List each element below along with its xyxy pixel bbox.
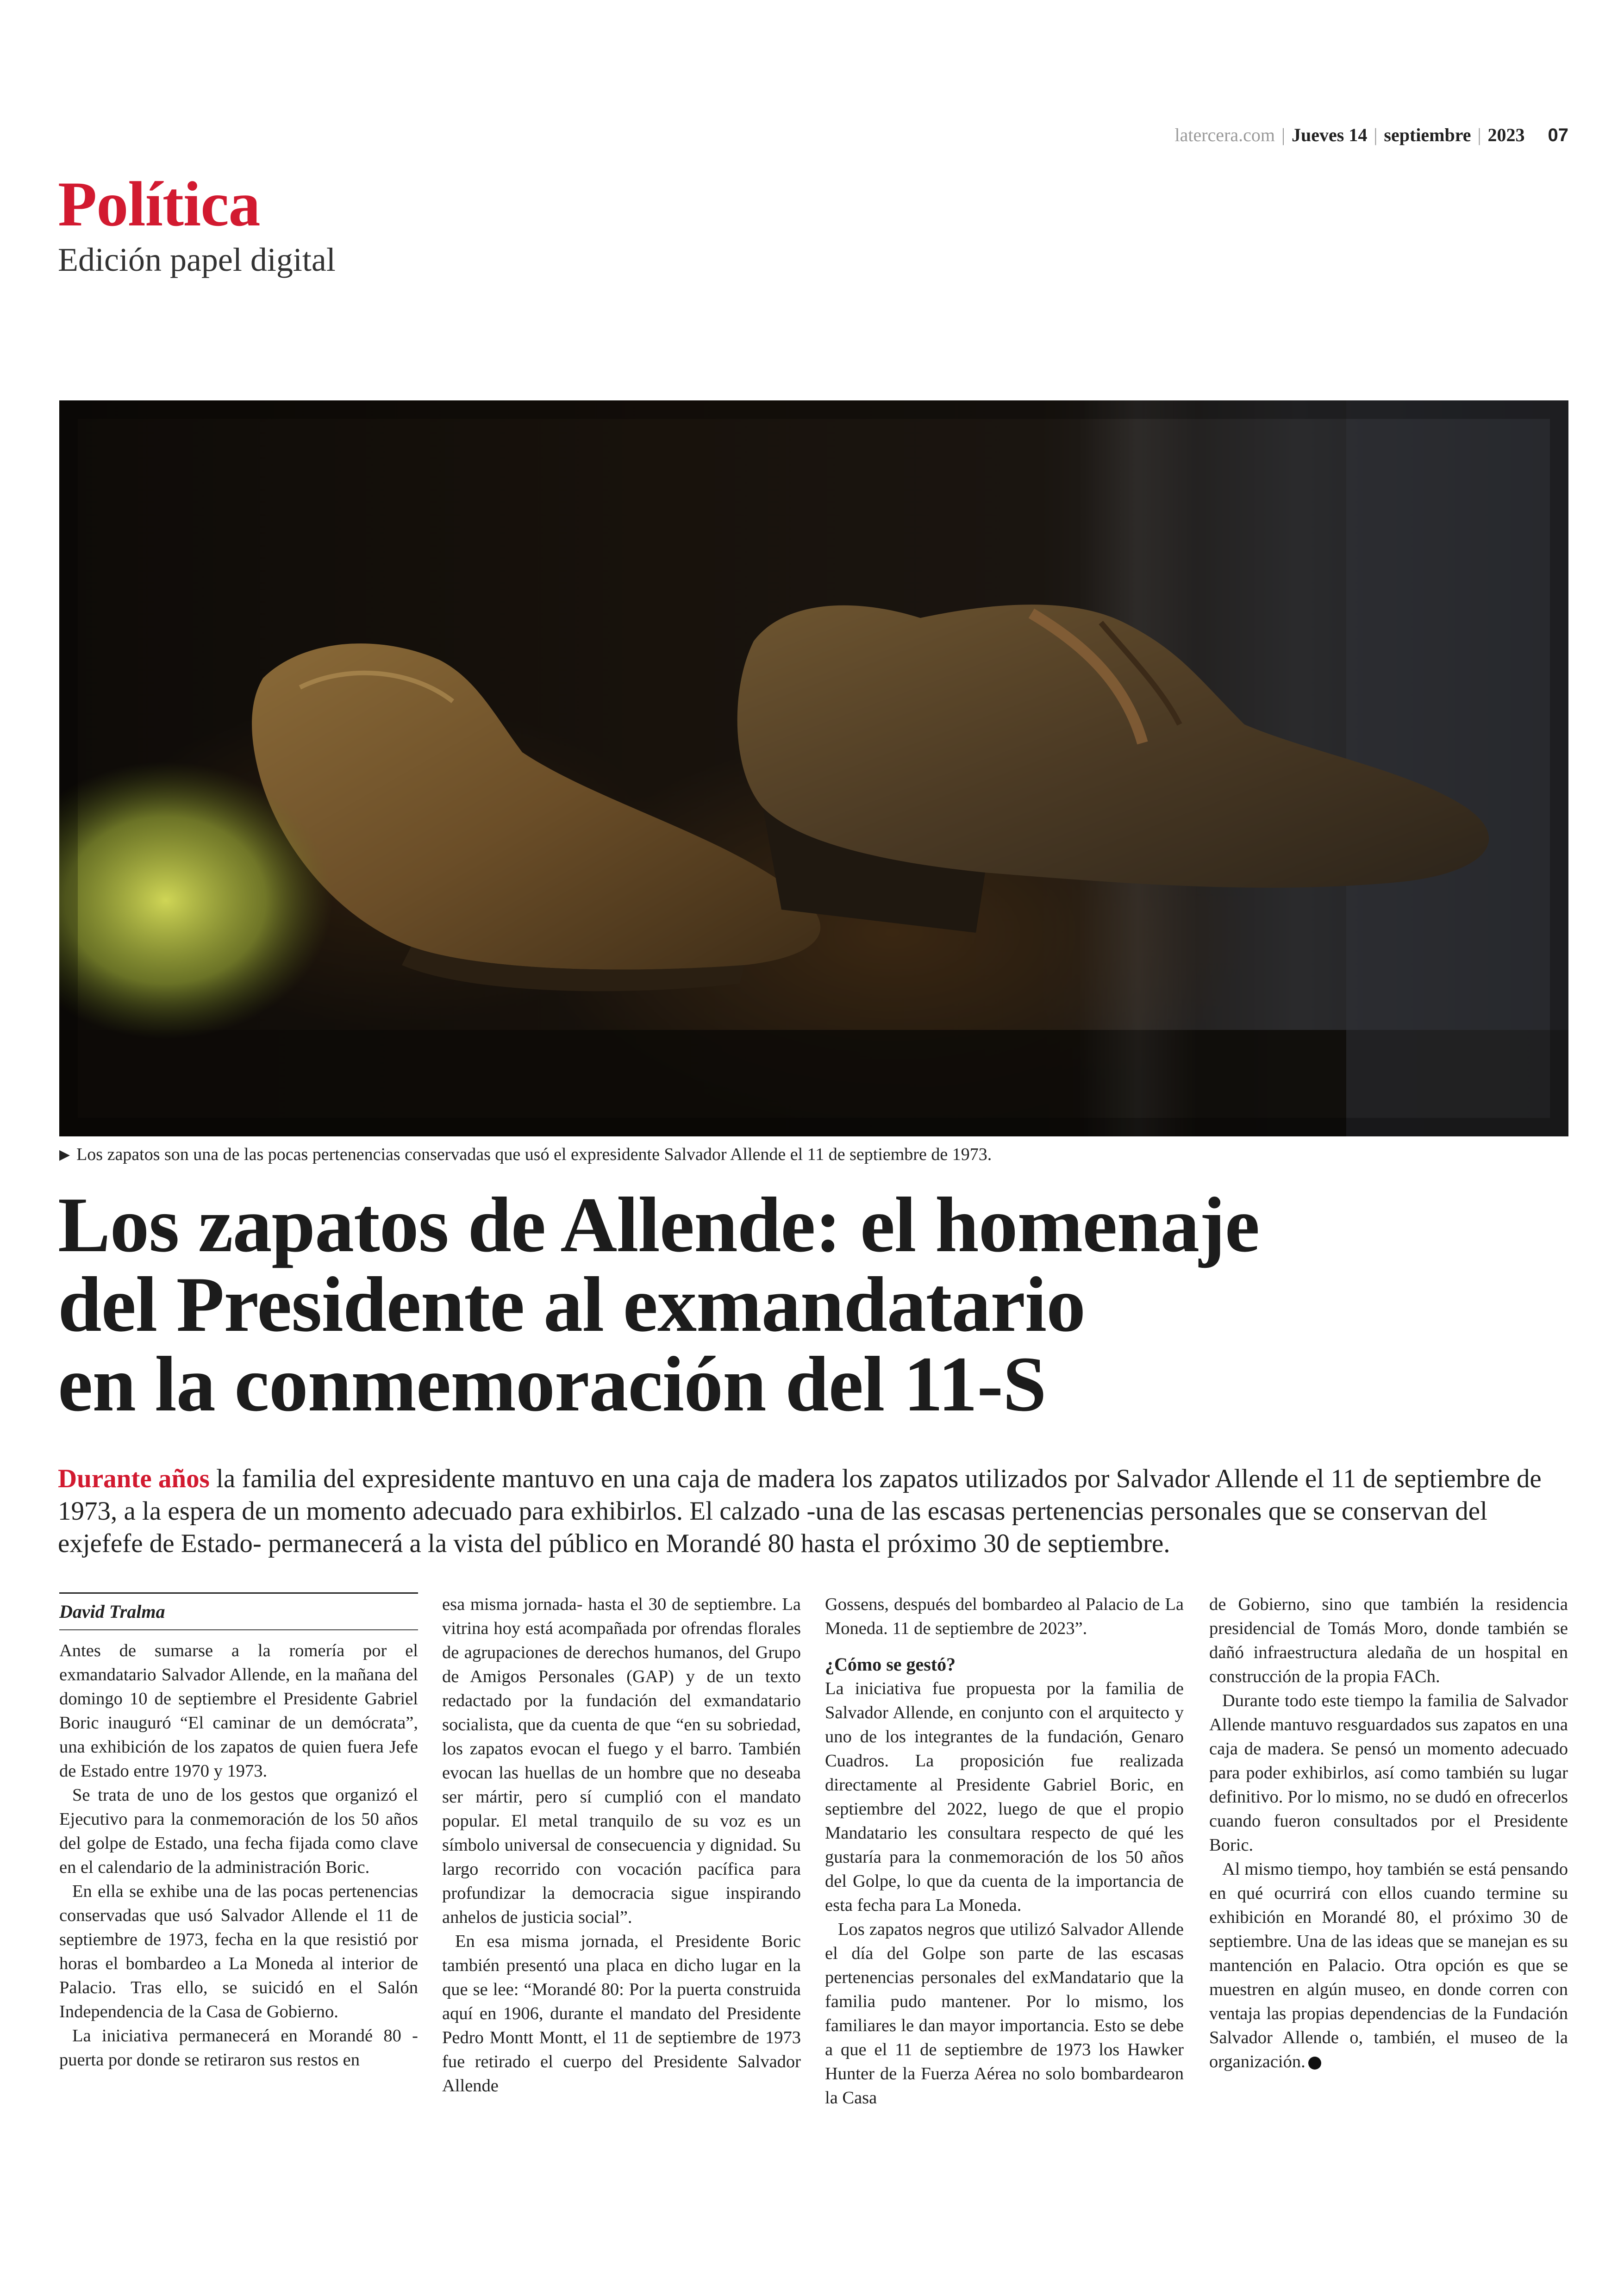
article-headline (58, 1181, 1567, 1428)
shoes-illustration (59, 400, 1568, 1136)
paragraph: de Gobierno, sino que también la residencia presidencial de Tomás Moro, donde también se dañó infraestructura aledaña de un hospital en construcción de la propia FACh. (1209, 1595, 1568, 1686)
site-name: latercera.com (1174, 125, 1275, 145)
paragraph: En ella se exhibe una de las pocas pertenencias conservadas que usó Salvador Allende el 11 de septiembre de 1973, fecha en la que resistió por horas el bombardeo a La Moneda al interior de Palacio. Tras ello, se suicidó en el Salón Independencia de la Casa de Gobierno. (59, 1882, 418, 2021)
header-divider: | (1281, 125, 1286, 145)
section-title: Política (58, 168, 260, 239)
headline-line: del Presidente al exmandatario (58, 1261, 1086, 1348)
caption-triangle-icon: ▶ (59, 1147, 70, 1162)
subheading: ¿Cómo se gestó? (825, 1654, 956, 1675)
paragraph: Los zapatos negros que utilizó Salvador Allende el día del Golpe son parte de las escasas pertenencias personales del exMandatario que la familia pudo mantener. Por lo mismo, los familiares le dan mayor importancia. Esto se debe a que el 11 de septiembre de 1973 los Hawker Hunter de la Fuerza Aérea no solo bombardearon la Casa (825, 1920, 1184, 2108)
byline-rule-bottom (59, 1629, 418, 1630)
header-day: Jueves 14 (1292, 125, 1368, 145)
paragraph: esa misma jornada- hasta el 30 de septiembre. La vitrina hoy está acompañada por ofrendas florales de agrupaciones de derechos humanos, del Grupo de Amigos Personales (GAP) y de un texto redactado por la fundación del exmandatario socialista, que da cuenta de que “en su sobriedad, los zapatos evocan el fuego y el barro. También evocan las huellas de un hombre que no deseaba ser mártir, pero sí cumplió con el mandato popular. El metal tranquilo de su voz es un símbolo universal de consecuencia y dignidad. Su largo recorrido con vocación pacífica para profundizar la democracia sigue inspirando anhelos de justicia social”. (442, 1595, 801, 1927)
caption-text: Los zapatos son una de las pocas pertenencias conservadas que usó el expresidente Salvador Allende el 11 de septiembre de 1973. (76, 1145, 992, 1164)
headline-line: Los zapatos de Allende: el homenaje (58, 1181, 1260, 1268)
lead-text: la familia del expresidente mantuvo en una caja de madera los zapatos utilizados por Salvador Allende el 11 de septiembre de 1973, a la espera de un momento adecuado para exhibirlos. El calzado -una de las escasas pertenencias personales que se conservan del exjefefe de Estado- permanecerá a la vista del público en Morandé 80 hasta el próximo 30 de septiembre. (58, 1464, 1542, 1558)
paragraph: La iniciativa fue propuesta por la familia de Salvador Allende, en conjunto con el arquitecto y uno de los integrantes de la fundación, Genaro Cuadros. La proposición fue realizada directamente al Presidente Gabriel Boric, en septiembre del 2022, luego de que el propio Mandatario les consultara respecto de qué les gustaría para la conmemoración de los 50 años del Golpe, lo que da cuenta de la importancia de esta fecha para La Moneda. (825, 1679, 1184, 1915)
header-divider: | (1374, 125, 1378, 145)
paragraph (1209, 1857, 1568, 2074)
paragraph: Antes de sumarse a la romería por el exmandatario Salvador Allende, en la mañana del domingo 10 de septiembre el Presidente Gabriel Boric inauguró “El caminar de un demócrata”, una exhibición de los zapatos de quien fuera Jefe de Estado entre 1970 y 1973. (59, 1641, 418, 1781)
article-lead (58, 1463, 1569, 1560)
header-year: 2023 (1487, 125, 1525, 145)
photo-caption (59, 1144, 992, 1165)
paragraph: En esa misma jornada, el Presidente Boric también presentó una placa en dicho lugar en la que se lee: “Morandé 80: Por la puerta construida aquí en 1906, durante el mandato del Presidente Pedro Montt Montt, el 11 de septiembre de 1973 fue retirado el cuerpo del Presidente Salvador Allende (442, 1932, 801, 2095)
byline-rule-top (59, 1592, 418, 1594)
article-column-2 (442, 1592, 801, 2098)
article-photo (59, 400, 1568, 1136)
article-column-3 (825, 1592, 1184, 2110)
byline: David Tralma (59, 1601, 165, 1622)
paragraph: La iniciativa permanecerá en Morandé 80 -puerta por donde se retiraron sus restos en (59, 2026, 418, 2070)
lead-highlight: Durante años (58, 1464, 210, 1493)
headline-line: en la conmemoración del 11-S (58, 1341, 1046, 1428)
page-header (1175, 124, 1569, 146)
paragraph: Gossens, después del bombardeo al Palacio de La Moneda. 11 de septiembre de 2023”. (825, 1595, 1184, 1638)
article-column-1 (59, 1639, 418, 2072)
paragraph: Durante todo este tiempo la familia de Salvador Allende mantuvo resguardados sus zapatos en una caja de madera. Se pensó un momento adecuado para poder exhibirlos, así como también su lugar definitivo. Por lo mismo, no se dudó en ofrecerlos cuando fueron consultados por el Presidente Boric. (1209, 1691, 1568, 1855)
section-subtitle: Edición papel digital (58, 241, 336, 278)
paragraph-text: Al mismo tiempo, hoy también se está pensando en qué ocurrirá con ellos cuando termine su exhibición en Morandé 80, el próximo 30 de septiembre. Una de las ideas que se manejan es su mantención en Palacio. Otra opción es que se muestren en algún museo, en donde corren con ventaja las propias dependencias de la Fundación Salvador Allende o, también, el museo de la organización. (1209, 1859, 1568, 2071)
end-of-article-icon (1308, 2057, 1321, 2070)
header-divider: | (1477, 125, 1481, 145)
article-column-4 (1209, 1592, 1568, 2074)
paragraph: Se trata de uno de los gestos que organizó el Ejecutivo para la conmemoración de los 50 años del golpe de Estado, una fecha fijada como clave en el calendario de la administración Boric. (59, 1785, 418, 1877)
header-month: septiembre (1384, 125, 1471, 145)
page-number: 07 (1548, 125, 1568, 145)
